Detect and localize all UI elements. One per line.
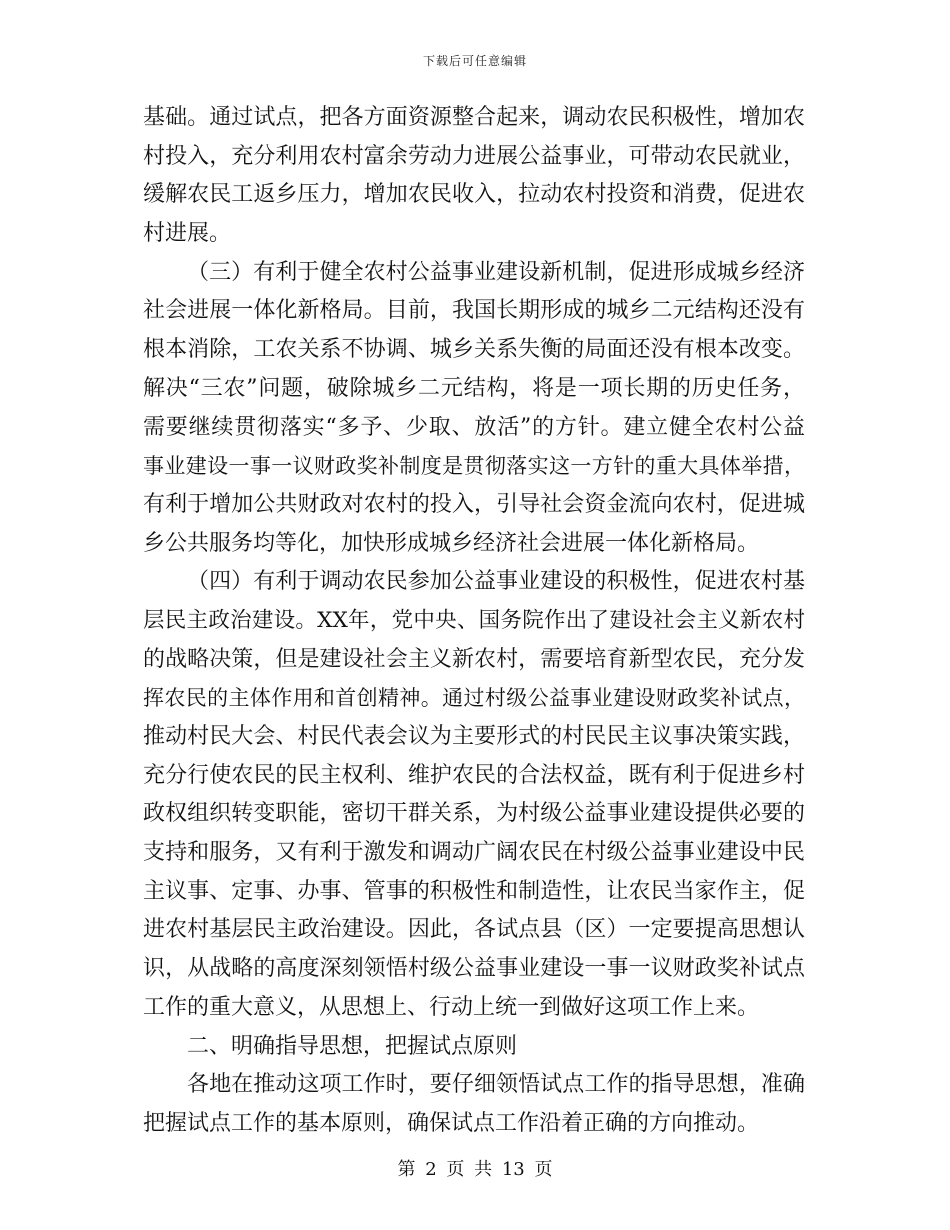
text-line: 工作的重大意义，从思想上、行动上统一到做好这项工作上来。 xyxy=(143,994,760,1020)
page-header: 下载后可任意编辑 xyxy=(422,54,527,68)
text-line: 层民主政治建设。XX年，党中央、国务院作出了建设社会主义新农村 xyxy=(143,607,805,633)
text-line: 充分行使农民的民主权利、维护农民的合法权益，既有利于促进乡村 xyxy=(143,762,805,788)
text-line: 挥农民的主体作用和首创精神。通过村级公益事业建设财政奖补试点， xyxy=(143,686,805,711)
text-line: 政权组织转变职能，密切干群关系，为村级公益事业建设提供必要的 xyxy=(143,801,805,827)
text-line: 识，从战略的高度深刻领悟村级公益事业建设一事一议财政奖补试点 xyxy=(143,956,805,982)
page-number-footer: 第 2 页 共 13 页 xyxy=(397,1159,553,1180)
text-line: 需要继续贯彻落实“多予、少取、放活”的方针。建立健全农村公益 xyxy=(143,414,805,440)
text-line: （四）有利于调动农民参加公益事业建设的积极性，促进农村基 xyxy=(187,569,805,595)
text-line: 各地在推动这项工作时，要仔细领悟试点工作的指导思想，准确 xyxy=(187,1072,805,1098)
text-line: 缓解农民工返乡压力，增加农民收入，拉动农村投资和消费，促进农 xyxy=(143,182,805,208)
text-line: 村进展。 xyxy=(143,221,232,247)
text-line: 二、明确指导思想，把握试点原则 xyxy=(187,1033,518,1059)
text-line: 乡公共服务均等化，加快形成城乡经济社会进展一体化新格局。 xyxy=(143,530,760,556)
text-line: 推动村民大会、村民代表会议为主要形式的村民民主议事决策实践， xyxy=(143,724,805,749)
text-line: 社会进展一体化新格局。目前，我国长期形成的城乡二元结构还没有 xyxy=(143,298,805,324)
document-body xyxy=(143,99,805,1144)
text-line: 有利于增加公共财政对农村的投入，引导社会资金流向农村，促进城 xyxy=(143,491,805,517)
text-line: 把握试点工作的基本原则，确保试点工作沿着正确的方向推动。 xyxy=(143,1110,760,1136)
text-line: 支持和服务，又有利于激发和调动广阔农民在村级公益事业建设中民 xyxy=(143,840,805,866)
text-line: 进农村基层民主政治建设。因此，各试点县（区）一定要提高思想认 xyxy=(143,917,805,943)
text-line: 村投入，充分利用农村富余劳动力进展公益事业，可带动农民就业， xyxy=(143,143,805,169)
text-line: （三）有利于健全农村公益事业建设新机制，促进形成城乡经济 xyxy=(187,259,805,285)
text-line: 的战略决策，但是建设社会主义新农村，需要培育新型农民，充分发 xyxy=(143,646,805,672)
text-line: 主议事、定事、办事、管事的积极性和制造性，让农民当家作主，促 xyxy=(143,878,805,904)
text-line: 根本消除，工农关系不协调、城乡关系失衡的局面还没有根本改变。 xyxy=(143,337,805,363)
text-line: 基础。通过试点，把各方面资源整合起来，调动农民积极性，增加农 xyxy=(143,105,805,130)
text-line: 事业建设一事一议财政奖补制度是贯彻落实这一方针的重大具体举措， xyxy=(143,454,805,479)
text-line: 解决“三农”问题，破除城乡二元结构，将是一项长期的历史任务， xyxy=(143,375,805,401)
